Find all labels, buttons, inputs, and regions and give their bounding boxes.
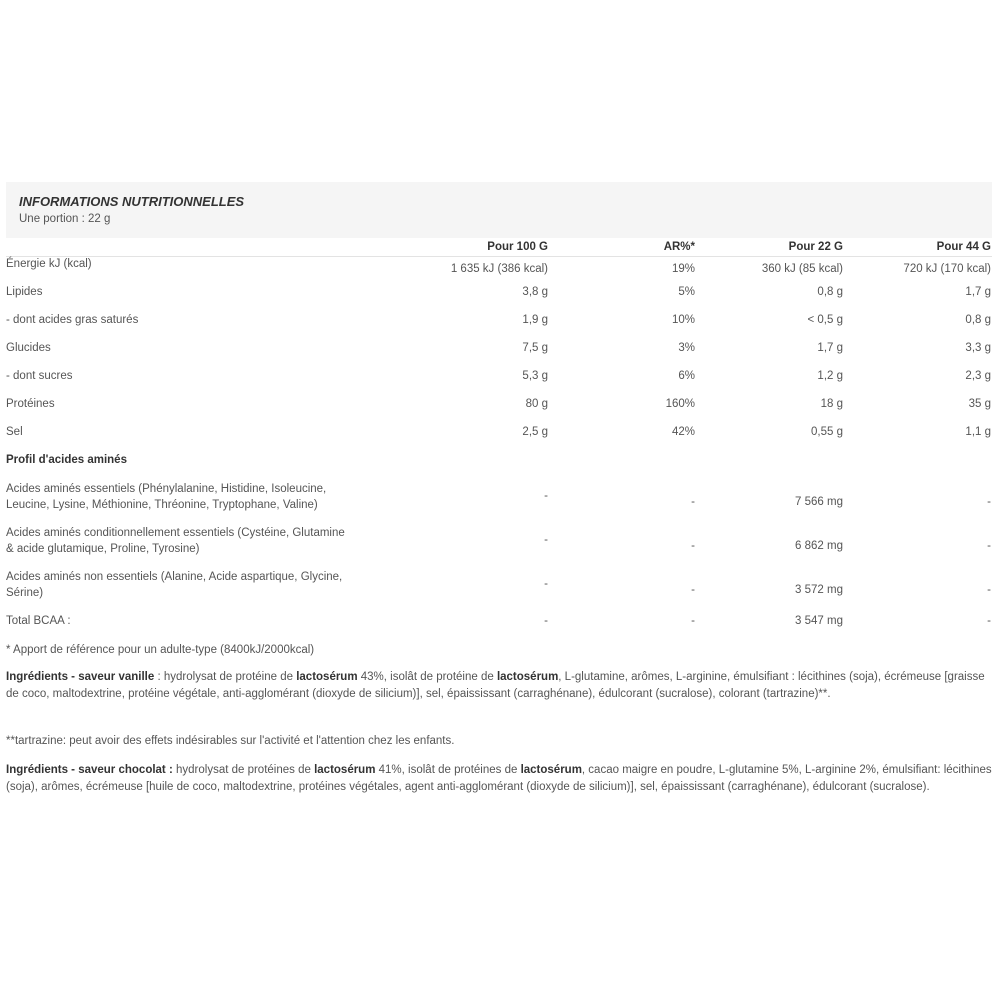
row-value-ar: 19% bbox=[671, 263, 695, 275]
allergen-highlight: lactosérum bbox=[296, 671, 358, 683]
ingredients-text: : hydrolysat de protéine de bbox=[154, 671, 297, 683]
row-label: Total BCAA : bbox=[6, 615, 71, 627]
row-value-ar: 160% bbox=[665, 398, 695, 410]
row-value-100g: - bbox=[544, 578, 548, 590]
row-value-ar: - bbox=[691, 615, 695, 627]
row-label bbox=[6, 569, 406, 601]
row-value-100g: 3,8 g bbox=[522, 286, 548, 298]
row-label: Protéines bbox=[6, 398, 55, 410]
row-value-44g: 2,3 g bbox=[965, 370, 991, 382]
ingredients-vanilla bbox=[6, 669, 992, 703]
row-label: Glucides bbox=[6, 342, 51, 354]
row-value-100g: - bbox=[544, 490, 548, 502]
row-value-22g: 3 547 mg bbox=[795, 615, 843, 627]
row-value-100g: 2,5 g bbox=[522, 426, 548, 438]
row-value-22g: 3 572 mg bbox=[795, 584, 843, 596]
ingredients-vanilla-heading: Ingrédients - saveur vanille bbox=[6, 671, 155, 683]
row-value-ar: 5% bbox=[678, 286, 695, 298]
row-value-44g: 1,7 g bbox=[965, 286, 991, 298]
nutrition-title: INFORMATIONS NUTRITIONNELLES bbox=[19, 194, 245, 209]
row-value-22g: 1,2 g bbox=[817, 370, 843, 382]
row-value-100g: 7,5 g bbox=[522, 342, 548, 354]
row-value-22g: 0,55 g bbox=[811, 426, 843, 438]
ingredients-text: 41%, isolât de protéines de bbox=[375, 764, 521, 776]
row-value-44g: - bbox=[987, 615, 991, 627]
ingredients-text: 43%, isolât de protéine de bbox=[357, 671, 497, 683]
row-label: - dont sucres bbox=[6, 370, 73, 382]
row-value-44g: 3,3 g bbox=[965, 342, 991, 354]
row-value-ar: - bbox=[691, 496, 695, 508]
row-value-ar: 42% bbox=[671, 426, 695, 438]
row-value-44g: 35 g bbox=[968, 398, 991, 410]
row-label bbox=[6, 525, 406, 557]
row-label: - dont acides gras saturés bbox=[6, 314, 139, 326]
row-value-22g: 7 566 mg bbox=[795, 496, 843, 508]
ingredients-text: , cacao maigre en poudre, L-glutamine 5%, L-arginine 2%, émulsifiant: lécithines (soja), arômes, écrémeuse [huile de coco, maltodextrine, protéines végétales, agent anti-agglomérant (dioxyde de silicium)], sel, épaississant (carraghénane), édulcorant (sucralose). bbox=[6, 764, 992, 793]
row-value-100g: 1 635 kJ (386 kcal) bbox=[450, 263, 548, 275]
row-value-44g: 1,1 g bbox=[965, 426, 991, 438]
row-value-ar: 6% bbox=[678, 370, 695, 382]
ingredients-text: , L-glutamine, arômes, L-arginine, émulsifiant : lécithines (soja), écrémeuse [graisse de coco, maltodextrine, protéine végétale, anti-agglomérant (dioxyde de silicium)], sel, épaississant (carraghénane), édulcorant (sucralose), colorant (tartrazine)**. bbox=[6, 671, 985, 700]
serving-size: Une portion : 22 g bbox=[19, 213, 111, 225]
row-value-44g: 720 kJ (170 kcal) bbox=[903, 263, 991, 275]
row-value-100g: - bbox=[544, 534, 548, 546]
allergen-highlight: lactosérum bbox=[496, 671, 559, 683]
column-header-ar: AR%* bbox=[663, 241, 695, 253]
row-value-22g: < 0,5 g bbox=[807, 314, 843, 326]
tartrazine-note: **tartrazine: peut avoir des effets indésirables sur l'activité et l'attention chez les enfants. bbox=[6, 735, 455, 747]
row-label-line: Acides aminés non essentiels (Alanine, Acide aspartique, Glycine, bbox=[6, 571, 343, 583]
row-value-100g: 1,9 g bbox=[522, 314, 548, 326]
amino-section-title: Profil d'acides aminés bbox=[6, 454, 127, 466]
row-label-line: Acides aminés essentiels (Phénylalanine, Histidine, Isoleucine, bbox=[6, 483, 327, 495]
allergen-highlight: lactosérum bbox=[314, 764, 376, 776]
table-divider bbox=[6, 256, 992, 257]
row-label: Sel bbox=[6, 426, 23, 438]
row-value-44g: - bbox=[987, 584, 991, 596]
ingredients-chocolate-heading: Ingrédients - saveur chocolat : bbox=[6, 764, 173, 776]
row-label: Énergie kJ (kcal) bbox=[6, 258, 92, 270]
row-label bbox=[6, 481, 406, 513]
row-value-22g: 360 kJ (85 kcal) bbox=[761, 263, 843, 275]
row-value-100g: 80 g bbox=[525, 398, 548, 410]
row-value-44g: - bbox=[987, 540, 991, 552]
row-value-22g: 1,7 g bbox=[817, 342, 843, 354]
column-header-22g: Pour 22 G bbox=[788, 241, 843, 253]
row-value-100g: 5,3 g bbox=[522, 370, 548, 382]
ingredients-text: hydrolysat de protéines de bbox=[172, 764, 315, 776]
row-value-ar: 3% bbox=[678, 342, 695, 354]
ingredients-chocolate bbox=[6, 762, 992, 796]
nutrition-header-panel bbox=[6, 182, 992, 238]
allergen-highlight: lactosérum bbox=[520, 764, 582, 776]
row-label-line: & acide glutamique, Proline, Tyrosine) bbox=[6, 543, 200, 555]
row-value-22g: 0,8 g bbox=[817, 286, 843, 298]
row-value-44g: - bbox=[987, 496, 991, 508]
row-label-line: Acides aminés conditionnellement essentiels (Cystéine, Glutamine bbox=[6, 527, 345, 539]
column-header-44g: Pour 44 G bbox=[936, 241, 991, 253]
row-value-ar: - bbox=[691, 584, 695, 596]
row-value-22g: 6 862 mg bbox=[795, 540, 843, 552]
reference-footnote: * Apport de référence pour un adulte-type (8400kJ/2000kcal) bbox=[6, 644, 315, 656]
row-value-22g: 18 g bbox=[820, 398, 843, 410]
row-label-line: Leucine, Lysine, Méthionine, Thréonine, Tryptophane, Valine) bbox=[6, 499, 318, 511]
row-value-100g: - bbox=[544, 615, 548, 627]
row-value-ar: 10% bbox=[671, 314, 695, 326]
row-value-44g: 0,8 g bbox=[965, 314, 991, 326]
row-label-line: Sérine) bbox=[6, 587, 44, 599]
column-header-100g: Pour 100 G bbox=[487, 241, 548, 253]
row-label: Lipides bbox=[6, 286, 43, 298]
row-value-ar: - bbox=[691, 540, 695, 552]
